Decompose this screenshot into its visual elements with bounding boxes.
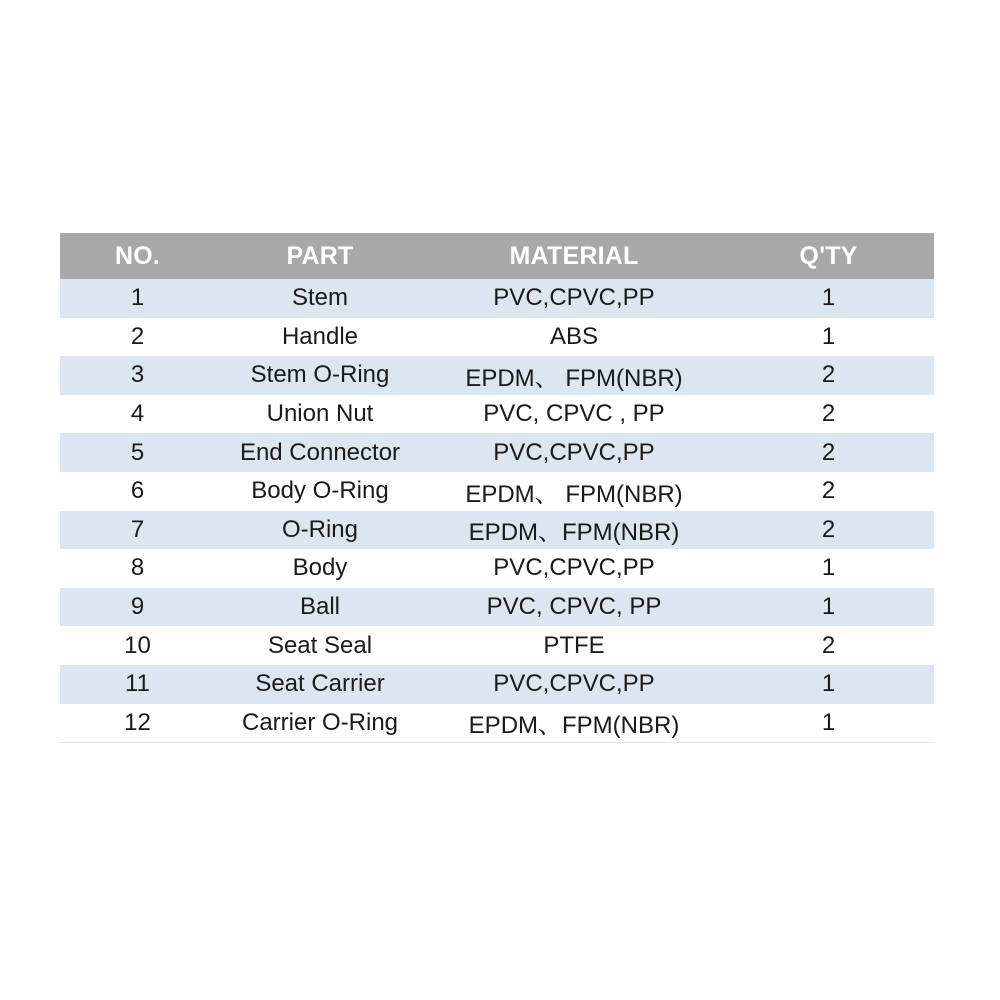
cell-no: 8 <box>60 549 215 588</box>
cell-no: 4 <box>60 395 215 434</box>
cell-part: Carrier O-Ring <box>215 704 425 743</box>
cell-part: Seat Carrier <box>215 665 425 704</box>
cell-material: EPDM、FPM(NBR) <box>425 704 723 743</box>
cell-material: PTFE <box>425 626 723 665</box>
table-row <box>60 511 934 550</box>
header-no: NO. <box>60 233 215 279</box>
table-row <box>60 665 934 704</box>
cell-material: ABS <box>425 318 723 357</box>
table-row <box>60 549 934 588</box>
cell-part: Stem O-Ring <box>215 356 425 395</box>
cell-part: Body <box>215 549 425 588</box>
table-row <box>60 433 934 472</box>
cell-part: O-Ring <box>215 511 425 550</box>
cell-no: 12 <box>60 704 215 743</box>
table-header <box>60 233 934 279</box>
table-row <box>60 395 934 434</box>
table-row <box>60 318 934 357</box>
cell-qty: 1 <box>723 279 934 318</box>
cell-material: EPDM、 FPM(NBR) <box>425 472 723 511</box>
header-row <box>60 233 934 279</box>
cell-no: 6 <box>60 472 215 511</box>
cell-qty: 1 <box>723 704 934 743</box>
cell-qty: 1 <box>723 549 934 588</box>
cell-qty: 2 <box>723 472 934 511</box>
cell-material: PVC,CPVC,PP <box>425 665 723 704</box>
cell-no: 11 <box>60 665 215 704</box>
cell-part: Ball <box>215 588 425 627</box>
table-body <box>60 279 934 743</box>
cell-part: End Connector <box>215 433 425 472</box>
cell-material: PVC,CPVC,PP <box>425 279 723 318</box>
cell-material: EPDM、 FPM(NBR) <box>425 356 723 395</box>
table-row <box>60 588 934 627</box>
header-qty: Q'TY <box>723 233 934 279</box>
cell-no: 5 <box>60 433 215 472</box>
cell-qty: 2 <box>723 511 934 550</box>
cell-part: Union Nut <box>215 395 425 434</box>
cell-material: EPDM、FPM(NBR) <box>425 511 723 550</box>
header-material: MATERIAL <box>425 233 723 279</box>
cell-material: PVC, CPVC, PP <box>425 588 723 627</box>
cell-no: 1 <box>60 279 215 318</box>
cell-material: PVC,CPVC,PP <box>425 433 723 472</box>
cell-no: 7 <box>60 511 215 550</box>
cell-qty: 2 <box>723 433 934 472</box>
table-row <box>60 626 934 665</box>
table-row <box>60 356 934 395</box>
cell-no: 2 <box>60 318 215 357</box>
cell-no: 10 <box>60 626 215 665</box>
cell-part: Stem <box>215 279 425 318</box>
cell-qty: 1 <box>723 318 934 357</box>
cell-qty: 1 <box>723 665 934 704</box>
table-row <box>60 472 934 511</box>
cell-qty: 2 <box>723 356 934 395</box>
header-part: PART <box>215 233 425 279</box>
parts-table <box>60 233 934 743</box>
cell-material: PVC,CPVC,PP <box>425 549 723 588</box>
cell-qty: 1 <box>723 588 934 627</box>
cell-part: Handle <box>215 318 425 357</box>
table-row <box>60 279 934 318</box>
cell-qty: 2 <box>723 395 934 434</box>
cell-part: Seat Seal <box>215 626 425 665</box>
table-row <box>60 704 934 743</box>
cell-no: 9 <box>60 588 215 627</box>
cell-qty: 2 <box>723 626 934 665</box>
cell-material: PVC, CPVC , PP <box>425 395 723 434</box>
cell-no: 3 <box>60 356 215 395</box>
cell-part: Body O-Ring <box>215 472 425 511</box>
